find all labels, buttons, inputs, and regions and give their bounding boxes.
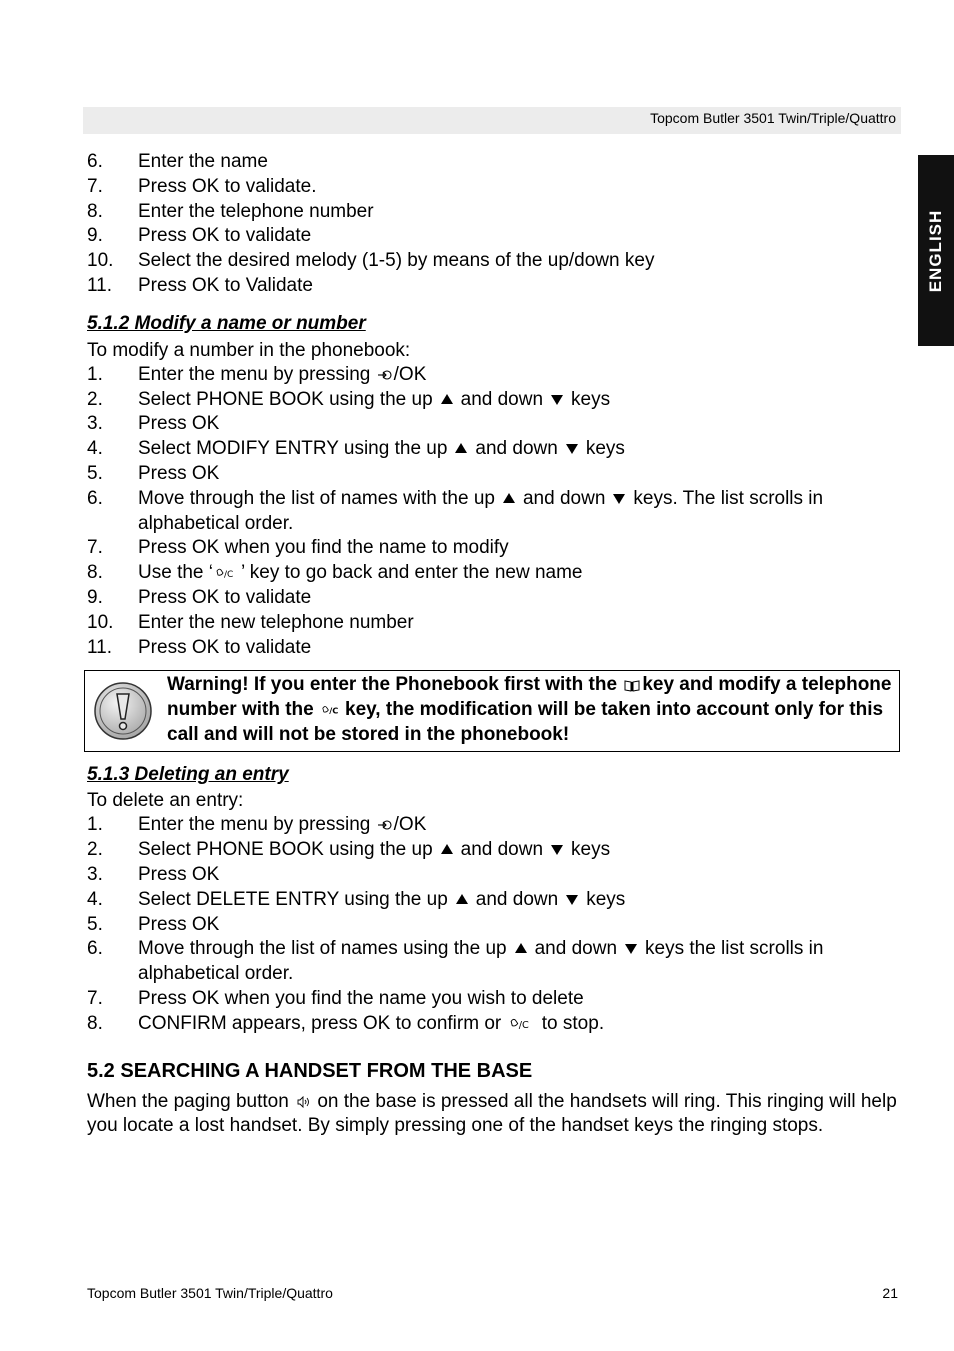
down-arrow-icon — [625, 944, 637, 954]
list-item: 11. Press OK to validate — [87, 636, 312, 658]
page-number: 21 — [882, 1285, 898, 1301]
back-clear-key-icon — [509, 1017, 535, 1030]
list-item: 1. Enter the menu by pressing /OK — [87, 363, 427, 385]
list-item: 2. Select PHONE BOOK using the up and down keys — [87, 839, 611, 861]
list-item: 5. Press OK — [87, 913, 220, 935]
list-item: 10. Select the desired melody (1-5) by means of the up/down key — [87, 250, 655, 272]
list-item: 8. Enter the telephone number — [87, 200, 374, 222]
modify-steps — [87, 363, 903, 661]
language-tab — [918, 155, 954, 346]
menu-key-icon — [378, 819, 392, 831]
exclamation-icon — [93, 681, 153, 741]
up-arrow-icon — [515, 943, 527, 953]
list-item: 3. Press OK — [87, 413, 220, 435]
back-clear-key-icon — [321, 704, 343, 716]
svg-text:/C: /C — [329, 705, 339, 716]
down-arrow-icon — [566, 895, 578, 905]
svg-text:/C: /C — [223, 570, 234, 580]
list-item: 4. Select MODIFY ENTRY using the up and down keys — [87, 438, 625, 460]
search-heading: 5.2 SEARCHING A HANDSET FROM THE BASE — [87, 1059, 533, 1082]
list-item: 5. Press OK — [87, 462, 220, 484]
list-item: 7. Press OK when you find the name to modify — [87, 537, 509, 559]
paging-icon — [296, 1096, 310, 1108]
down-arrow-icon — [613, 494, 625, 504]
down-arrow-icon — [566, 444, 578, 454]
up-arrow-icon — [456, 894, 468, 904]
list-item: 9. Press OK to validate — [87, 586, 312, 608]
list-item: 8. Use the ‘ /C ’ key to go back and enter the new name — [87, 562, 583, 584]
back-clear-key-icon — [215, 567, 239, 579]
page-header — [83, 107, 901, 134]
list-item: 8. CONFIRM appears, press OK to confirm or /C to stop. — [87, 1012, 605, 1034]
down-arrow-icon — [551, 395, 563, 405]
up-arrow-icon — [441, 844, 453, 854]
page-content — [87, 150, 903, 1139]
delete-heading: 5.1.3 Deleting an entry — [87, 764, 289, 786]
list-item: 11. Press OK to Validate — [87, 274, 313, 296]
list-item: 3. Press OK — [87, 863, 220, 885]
up-arrow-icon — [503, 493, 515, 503]
modify-heading: 5.1.2 Modify a name or number — [87, 312, 366, 334]
footer-title: Topcom Butler 3501 Twin/Triple/Quattro — [87, 1285, 333, 1301]
down-arrow-icon — [551, 845, 563, 855]
header-title: Topcom Butler 3501 Twin/Triple/Quattro — [650, 110, 896, 126]
list-item: 4. Select DELETE ENTRY using the up and down keys — [87, 888, 626, 910]
phonebook-add-steps — [87, 150, 903, 299]
language-tab-label: ENGLISH — [926, 209, 945, 292]
warning-box — [84, 670, 900, 752]
list-item: 2. Select PHONE BOOK using the up and down keys — [87, 388, 611, 410]
phonebook-key-icon — [624, 679, 640, 692]
list-item: 6. Move through the list of names with the up and down keys. The list scrolls in alphabetical order. — [87, 487, 824, 534]
warning-text: Warning! If you enter the Phonebook first with the key and modify a telephone number with the /C key, the modification will be taken into account only for this call and will not be stored in the phonebook! — [167, 674, 892, 745]
list-item: 7. Press OK when you find the name you wish to delete — [87, 987, 584, 1009]
menu-key-icon — [378, 369, 392, 381]
list-item: 7. Press OK to validate. — [87, 175, 317, 197]
list-item: 10. Enter the new telephone number — [87, 611, 414, 633]
search-paragraph: When the paging button on the base is pressed all the handsets will ring. This ringing will help you locate a lost handset. By simply pressing one of the handset keys the ringing stops. — [87, 1090, 897, 1137]
modify-intro: To modify a number in the phonebook: — [87, 339, 411, 361]
list-item: 9. Press OK to validate — [87, 225, 312, 247]
up-arrow-icon — [455, 443, 467, 453]
svg-text:/C: /C — [518, 1020, 529, 1031]
list-item: 1. Enter the menu by pressing /OK — [87, 814, 427, 836]
up-arrow-icon — [441, 394, 453, 404]
list-item: 6. Enter the name — [87, 151, 268, 172]
delete-steps — [87, 813, 903, 1036]
delete-intro: To delete an entry: — [87, 790, 244, 812]
list-item: 6. Move through the list of names using the up and down keys the list scrolls in alphabetical order. — [87, 938, 824, 985]
